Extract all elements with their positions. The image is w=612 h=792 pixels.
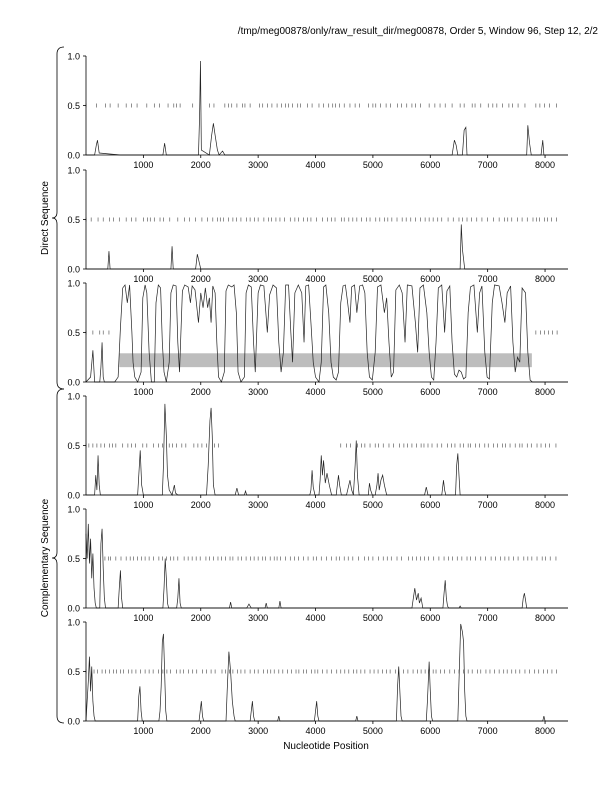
x-tick-label: 8000 bbox=[535, 160, 556, 170]
x-tick-label: 6000 bbox=[420, 726, 441, 736]
x-tick-label: 2000 bbox=[190, 613, 211, 623]
y-tick-label: 1.0 bbox=[67, 504, 80, 515]
x-tick-label: 2000 bbox=[190, 726, 211, 736]
y-tick-label: 0.5 bbox=[67, 441, 80, 451]
x-tick-label: 3000 bbox=[248, 387, 269, 397]
stop-marks bbox=[86, 104, 556, 108]
x-tick-label: 2000 bbox=[190, 387, 211, 397]
panel-4 bbox=[67, 392, 568, 511]
x-tick-label: 5000 bbox=[362, 726, 383, 736]
x-tick-label: 4000 bbox=[305, 387, 326, 397]
x-tick-label: 1000 bbox=[133, 500, 154, 510]
x-tick-label: 7000 bbox=[477, 160, 498, 170]
y-tick-label: 1.0 bbox=[67, 278, 80, 289]
x-tick-label: 8000 bbox=[535, 613, 556, 623]
highlight-band bbox=[119, 353, 532, 367]
x-tick-label: 2000 bbox=[190, 274, 211, 284]
stop-marks bbox=[86, 444, 556, 448]
x-tick-label: 4000 bbox=[305, 500, 326, 510]
x-tick-label: 1000 bbox=[133, 726, 154, 736]
y-tick-label: 0.0 bbox=[67, 603, 80, 614]
x-tick-label: 7000 bbox=[477, 726, 498, 736]
panel-3 bbox=[67, 279, 568, 398]
x-tick-label: 6000 bbox=[420, 387, 441, 397]
x-tick-label: 3000 bbox=[248, 726, 269, 736]
direct-sequence-brace bbox=[52, 47, 64, 389]
x-tick-label: 3000 bbox=[248, 613, 269, 623]
y-tick-label: 0.5 bbox=[67, 554, 80, 564]
complementary-sequence-label: Complementary Sequence bbox=[40, 498, 51, 618]
y-tick-label: 1.0 bbox=[67, 391, 80, 402]
x-tick-label: 8000 bbox=[535, 274, 556, 284]
x-tick-label: 3000 bbox=[248, 274, 269, 284]
y-tick-label: 0.5 bbox=[67, 328, 80, 338]
x-axis-label: Nucleotide Position bbox=[283, 741, 369, 752]
stop-marks bbox=[86, 557, 556, 561]
y-tick-label: 1.0 bbox=[67, 617, 80, 628]
x-tick-label: 2000 bbox=[190, 160, 211, 170]
y-tick-label: 0.0 bbox=[67, 377, 80, 388]
x-tick-label: 6000 bbox=[420, 274, 441, 284]
x-tick-label: 4000 bbox=[305, 160, 326, 170]
series-line bbox=[86, 524, 568, 608]
x-tick-label: 5000 bbox=[362, 387, 383, 397]
stop-marks bbox=[86, 218, 556, 222]
panel-2 bbox=[67, 166, 568, 285]
series-line bbox=[86, 224, 568, 269]
panel-5 bbox=[67, 505, 568, 624]
x-tick-label: 5000 bbox=[362, 274, 383, 284]
panel-1 bbox=[67, 52, 568, 171]
stop-marks bbox=[86, 331, 557, 335]
x-tick-label: 6000 bbox=[420, 613, 441, 623]
x-tick-label: 6000 bbox=[420, 160, 441, 170]
x-tick-label: 1000 bbox=[133, 613, 154, 623]
direct-sequence-label: Direct Sequence bbox=[40, 181, 51, 255]
y-tick-label: 0.0 bbox=[67, 150, 80, 161]
y-tick-label: 0.5 bbox=[67, 101, 80, 111]
x-tick-label: 3000 bbox=[248, 160, 269, 170]
x-tick-label: 7000 bbox=[477, 387, 498, 397]
y-tick-label: 0.5 bbox=[67, 667, 80, 677]
x-tick-label: 1000 bbox=[133, 274, 154, 284]
x-tick-label: 8000 bbox=[535, 500, 556, 510]
x-tick-label: 8000 bbox=[535, 387, 556, 397]
y-tick-label: 1.0 bbox=[67, 51, 80, 62]
series-line bbox=[86, 285, 568, 382]
panels bbox=[67, 52, 568, 737]
y-tick-label: 1.0 bbox=[67, 165, 80, 176]
x-tick-label: 7000 bbox=[477, 274, 498, 284]
stop-marks bbox=[86, 670, 556, 674]
x-tick-label: 4000 bbox=[305, 274, 326, 284]
x-tick-label: 7000 bbox=[477, 500, 498, 510]
y-tick-label: 0.0 bbox=[67, 264, 80, 275]
x-tick-label: 5000 bbox=[362, 500, 383, 510]
x-tick-label: 5000 bbox=[362, 613, 383, 623]
x-tick-label: 3000 bbox=[248, 500, 269, 510]
y-tick-label: 0.0 bbox=[67, 716, 80, 727]
x-tick-label: 8000 bbox=[535, 726, 556, 736]
series-line bbox=[86, 404, 568, 495]
x-tick-label: 4000 bbox=[305, 726, 326, 736]
x-tick-label: 5000 bbox=[362, 160, 383, 170]
panel-6 bbox=[67, 618, 568, 737]
x-tick-label: 6000 bbox=[420, 500, 441, 510]
y-tick-label: 0.5 bbox=[67, 215, 80, 225]
x-tick-label: 1000 bbox=[133, 387, 154, 397]
complementary-sequence-brace bbox=[52, 389, 64, 723]
x-tick-label: 1000 bbox=[133, 160, 154, 170]
x-tick-label: 4000 bbox=[305, 613, 326, 623]
y-tick-label: 0.0 bbox=[67, 490, 80, 501]
series-line bbox=[86, 61, 568, 155]
x-tick-label: 2000 bbox=[190, 500, 211, 510]
figure-header: /tmp/meg00878/only/raw_result_dir/meg00878, Order 5, Window 96, Step 12, 2/2 bbox=[237, 26, 598, 37]
x-tick-label: 7000 bbox=[477, 613, 498, 623]
